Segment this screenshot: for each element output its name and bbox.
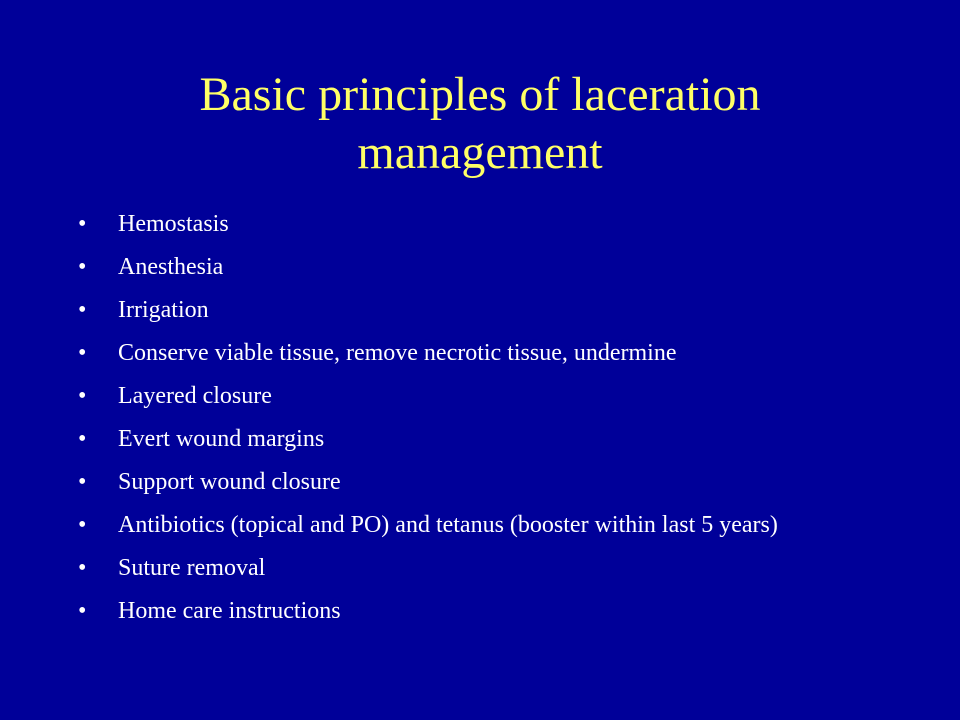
list-item-text: Hemostasis (118, 211, 229, 237)
list-item (78, 428, 878, 450)
list-item (78, 385, 878, 407)
bullet-icon: • (78, 383, 87, 409)
list-item-text: Support wound closure (118, 469, 341, 495)
slide-title: Basic principles of laceration management (199, 68, 761, 179)
list-item-text: Antibiotics (topical and PO) and tetanus (booster within last 5 years) (118, 512, 778, 538)
bullet-icon: • (78, 469, 87, 495)
list-item (78, 299, 878, 321)
bullet-icon: • (78, 512, 87, 538)
bullet-icon: • (78, 426, 87, 452)
list-item (78, 471, 878, 493)
list-item-text: Home care instructions (118, 598, 341, 624)
bullet-icon: • (78, 211, 87, 237)
list-item (78, 213, 878, 235)
list-item-text: Evert wound margins (118, 426, 325, 452)
list-item-text: Layered closure (118, 383, 272, 409)
list-item-text: Irrigation (118, 297, 209, 323)
list-item-text: Conserve viable tissue, remove necrotic tissue, undermine (118, 340, 677, 366)
list-item (78, 256, 878, 278)
bullet-list (78, 213, 878, 622)
bullet-icon: • (78, 555, 87, 581)
list-item (78, 600, 878, 622)
bullet-icon: • (78, 340, 87, 366)
list-item-text: Anesthesia (118, 254, 224, 280)
list-item (78, 557, 878, 579)
bullet-icon: • (78, 598, 87, 624)
bullet-icon: • (78, 254, 87, 280)
list-item-text: Suture removal (118, 555, 266, 581)
list-item (78, 342, 878, 364)
list-item (78, 514, 878, 536)
bullet-icon: • (78, 297, 87, 323)
